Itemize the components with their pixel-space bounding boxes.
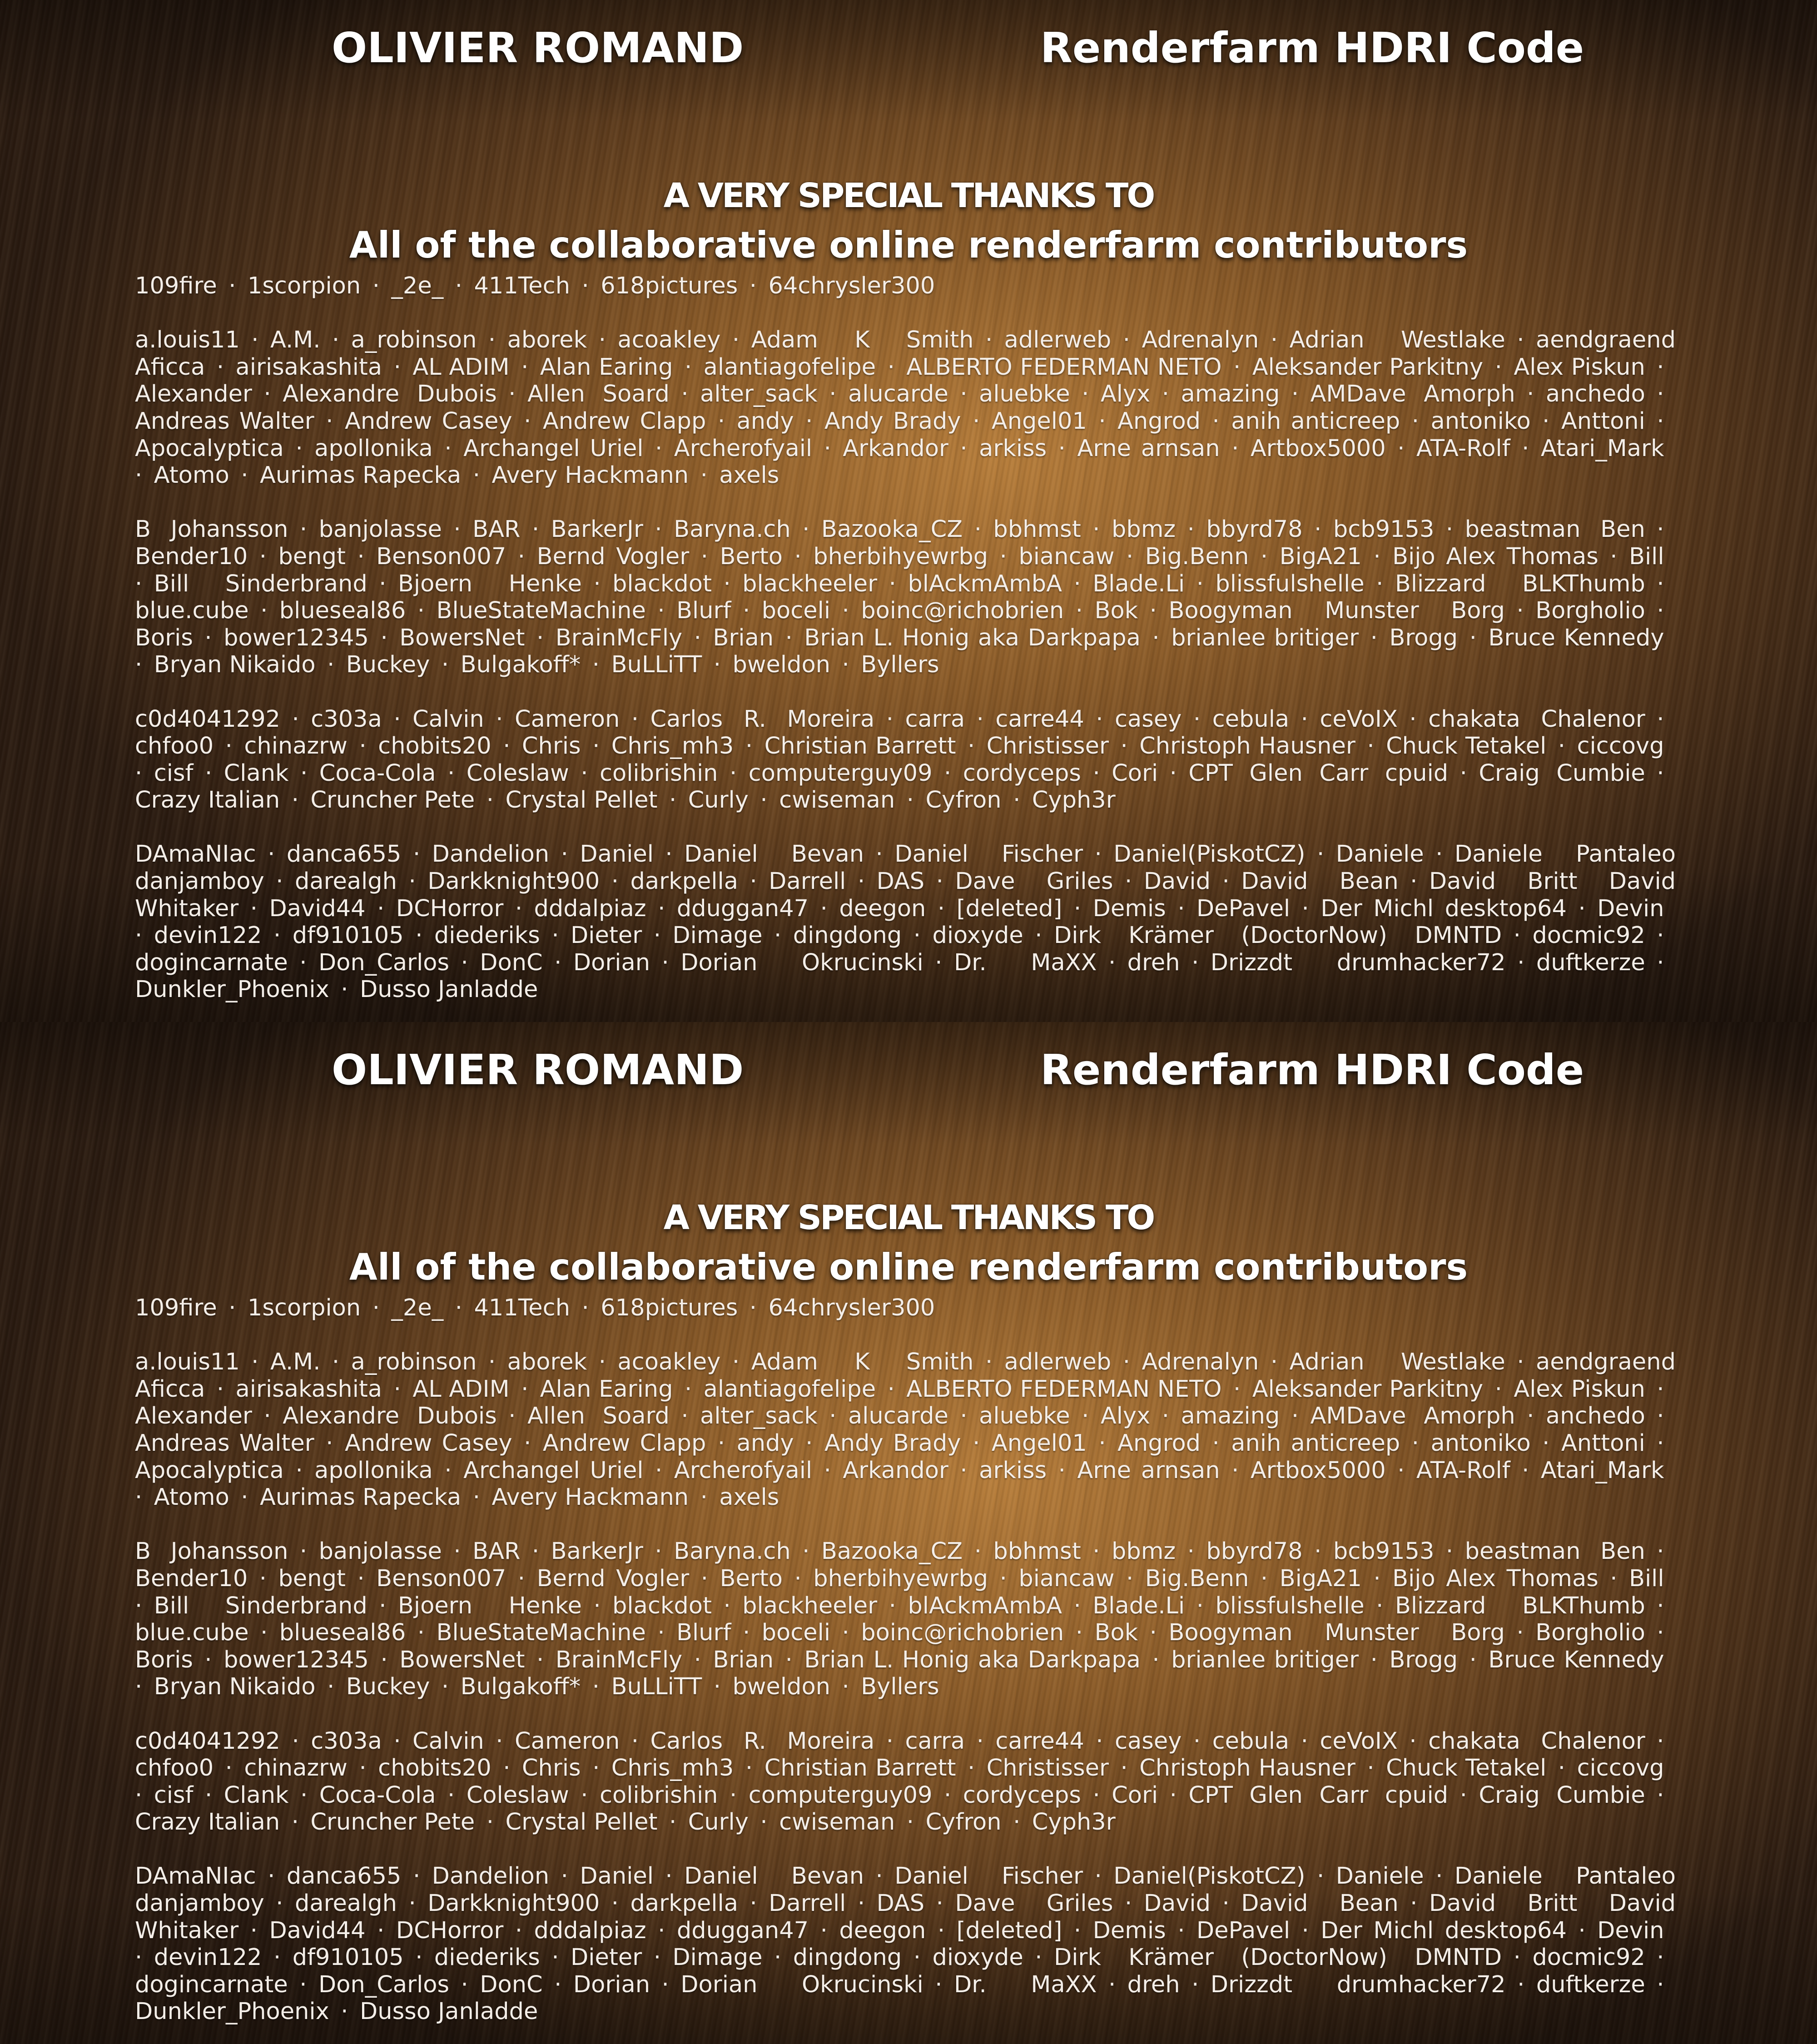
section-title: Renderfarm HDRI Code xyxy=(1040,1046,1584,1094)
contributors-group-a: a.louis11 · A.M. · a_robinson · aborek · acoakley · Adam K Smith · adlerweb · Adrenalyn · Adrian Westlake · aendgraend Aficca · airisakashita · AL ADIM · Alan Earing · alantiagofelipe · ALBERTO FEDERMAN NETO · Aleksander Parkitny · Alex Piskun · Alexander · Alexandre Dubois · Allen Soard · alter_sack · alucarde · aluebke · Alyx · amazing · AMDave Amorph · anchedo · Andreas Walter · Andrew Casey · Andrew Clapp · andy · Andy Brady · Angel01 · Angrod · anih anticreep · antoniko · Anttoni · Apocalyptica · apollonika · Archangel Uriel · Archerofyail · Arkandor · arkiss · Arne arnsan · Artbox5000 · ATA-Rolf · Atari_Mark · Atomo · Aurimas Rapecka · Avery Hackmann · axels xyxy=(135,327,1676,489)
contributors-group-c: c0d4041292 · c303a · Calvin · Cameron · Carlos R. Moreira · carra · carre44 · casey · cebula · ceVoIX · chakata Chalenor · chfoo0 · chinazrw · chobits20 · Chris · Chris_mh3 · Christian Barrett · Christisser · Christoph Hausner · Chuck Tetakel · ciccovg · cisf · Clank · Coca-Cola · Coleslaw · colibrishin · computerguy09 · cordyceps · Cori · CPT Glen Carr cpuid · Craig Cumbie · Crazy Italian · Cruncher Pete · Crystal Pellet · Curly · cwiseman · Cyfron · Cyph3r xyxy=(135,706,1676,814)
section-title: Renderfarm HDRI Code xyxy=(1040,24,1584,72)
contributors-group-d: DAmaNIac · danca655 · Dandelion · Daniel · Daniel Bevan · Daniel Fischer · Daniel(PiskotCZ) · Daniele · Daniele Pantaleo danjamboy · darealgh · Darkknight900 · darkpella · Darrell · DAS · Dave Griles · David · David Bean · David Britt David Whitaker · David44 · DCHorror · dddalpiaz · dduggan47 · deegon · [deleted] · Demis · DePavel · Der Michl desktop64 · Devin · devin122 · df910105 · diederiks · Dieter · Dimage · dingdong · dioxyde · Dirk Krämer (DoctorNow) DMNTD · docmic92 · dogincarnate · Don_Carlos · DonC · Dorian · Dorian Okrucinski · Dr. MaXX · dreh · Drizzdt drumhacker72 · duftkerze · Dunkler_Phoenix · Dusso Janladde xyxy=(135,1863,1676,2025)
artist-name: OLIVIER ROMAND xyxy=(332,1046,744,1094)
contributors-group-c: c0d4041292 · c303a · Calvin · Cameron · Carlos R. Moreira · carra · carre44 · casey · cebula · ceVoIX · chakata Chalenor · chfoo0 · chinazrw · chobits20 · Chris · Chris_mh3 · Christian Barrett · Christisser · Christoph Hausner · Chuck Tetakel · ciccovg · cisf · Clank · Coca-Cola · Coleslaw · colibrishin · computerguy09 · cordyceps · Cori · CPT Glen Carr cpuid · Craig Cumbie · Crazy Italian · Cruncher Pete · Crystal Pellet · Curly · cwiseman · Cyfron · Cyph3r xyxy=(135,1728,1676,1836)
contributors-group-b: B Johansson · banjolasse · BAR · BarkerJr · Baryna.ch · Bazooka_CZ · bbhmst · bbmz · bbyrd78 · bcb9153 · beastman Ben · Bender10 · bengt · Benson007 · Bernd Vogler · Berto · bherbihyewrbg · biancaw · Big.Benn · BigA21 · Bijo Alex Thomas · Bill · Bill Sinderbrand · Bjoern Henke · blackdot · blackheeler · blAckmAmbA · Blade.Li · blissfulshelle · Blizzard BLKThumb · blue.cube · blueseal86 · BlueStateMachine · Blurf · boceli · boinc@richobrien · Bok · Boogyman Munster Borg · Borgholio · Boris · bower12345 · BowersNet · BrainMcFly · Brian · Brian L. Honig aka Darkpapa · brianlee britiger · Brogg · Bruce Kennedy · Bryan Nikaido · Buckey · Bulgakoff* · BuLLiTT · bweldon · Byllers xyxy=(135,516,1676,679)
artist-name: OLIVIER ROMAND xyxy=(332,24,744,72)
contributors-group-a: a.louis11 · A.M. · a_robinson · aborek · acoakley · Adam K Smith · adlerweb · Adrenalyn · Adrian Westlake · aendgraend Aficca · airisakashita · AL ADIM · Alan Earing · alantiagofelipe · ALBERTO FEDERMAN NETO · Aleksander Parkitny · Alex Piskun · Alexander · Alexandre Dubois · Allen Soard · alter_sack · alucarde · aluebke · Alyx · amazing · AMDave Amorph · anchedo · Andreas Walter · Andrew Casey · Andrew Clapp · andy · Andy Brady · Angel01 · Angrod · anih anticreep · antoniko · Anttoni · Apocalyptica · apollonika · Archangel Uriel · Archerofyail · Arkandor · arkiss · Arne arnsan · Artbox5000 · ATA-Rolf · Atari_Mark · Atomo · Aurimas Rapecka · Avery Hackmann · axels xyxy=(135,1349,1676,1511)
thanks-heading: A VERY SPECIAL THANKS TO xyxy=(0,176,1817,215)
contributors-subtitle: All of the collaborative online renderfarm contributors xyxy=(0,224,1817,266)
contributors-subtitle: All of the collaborative online renderfarm contributors xyxy=(0,1246,1817,1288)
contributors-group-b: B Johansson · banjolasse · BAR · BarkerJr · Baryna.ch · Bazooka_CZ · bbhmst · bbmz · bbyrd78 · bcb9153 · beastman Ben · Bender10 · bengt · Benson007 · Bernd Vogler · Berto · bherbihyewrbg · biancaw · Big.Benn · BigA21 · Bijo Alex Thomas · Bill · Bill Sinderbrand · Bjoern Henke · blackdot · blackheeler · blAckmAmbA · Blade.Li · blissfulshelle · Blizzard BLKThumb · blue.cube · blueseal86 · BlueStateMachine · Blurf · boceli · boinc@richobrien · Bok · Boogyman Munster Borg · Borgholio · Boris · bower12345 · BowersNet · BrainMcFly · Brian · Brian L. Honig aka Darkpapa · brianlee britiger · Brogg · Bruce Kennedy · Bryan Nikaido · Buckey · Bulgakoff* · BuLLiTT · bweldon · Byllers xyxy=(135,1538,1676,1701)
thanks-heading: A VERY SPECIAL THANKS TO xyxy=(0,1198,1817,1237)
contributors-group-d: DAmaNIac · danca655 · Dandelion · Daniel · Daniel Bevan · Daniel Fischer · Daniel(PiskotCZ) · Daniele · Daniele Pantaleo danjamboy · darealgh · Darkknight900 · darkpella · Darrell · DAS · Dave Griles · David · David Bean · David Britt David Whitaker · David44 · DCHorror · dddalpiaz · dduggan47 · deegon · [deleted] · Demis · DePavel · Der Michl desktop64 · Devin · devin122 · df910105 · diederiks · Dieter · Dimage · dingdong · dioxyde · Dirk Krämer (DoctorNow) DMNTD · docmic92 · dogincarnate · Don_Carlos · DonC · Dorian · Dorian Okrucinski · Dr. MaXX · dreh · Drizzdt drumhacker72 · duftkerze · Dunkler_Phoenix · Dusso Janladde xyxy=(135,841,1676,1003)
contributors-group-digits: 109fire · 1scorpion · _2e_ · 411Tech · 618pictures · 64chrysler300 xyxy=(135,1295,1676,1322)
contributors-group-digits: 109fire · 1scorpion · _2e_ · 411Tech · 618pictures · 64chrysler300 xyxy=(135,273,1676,300)
